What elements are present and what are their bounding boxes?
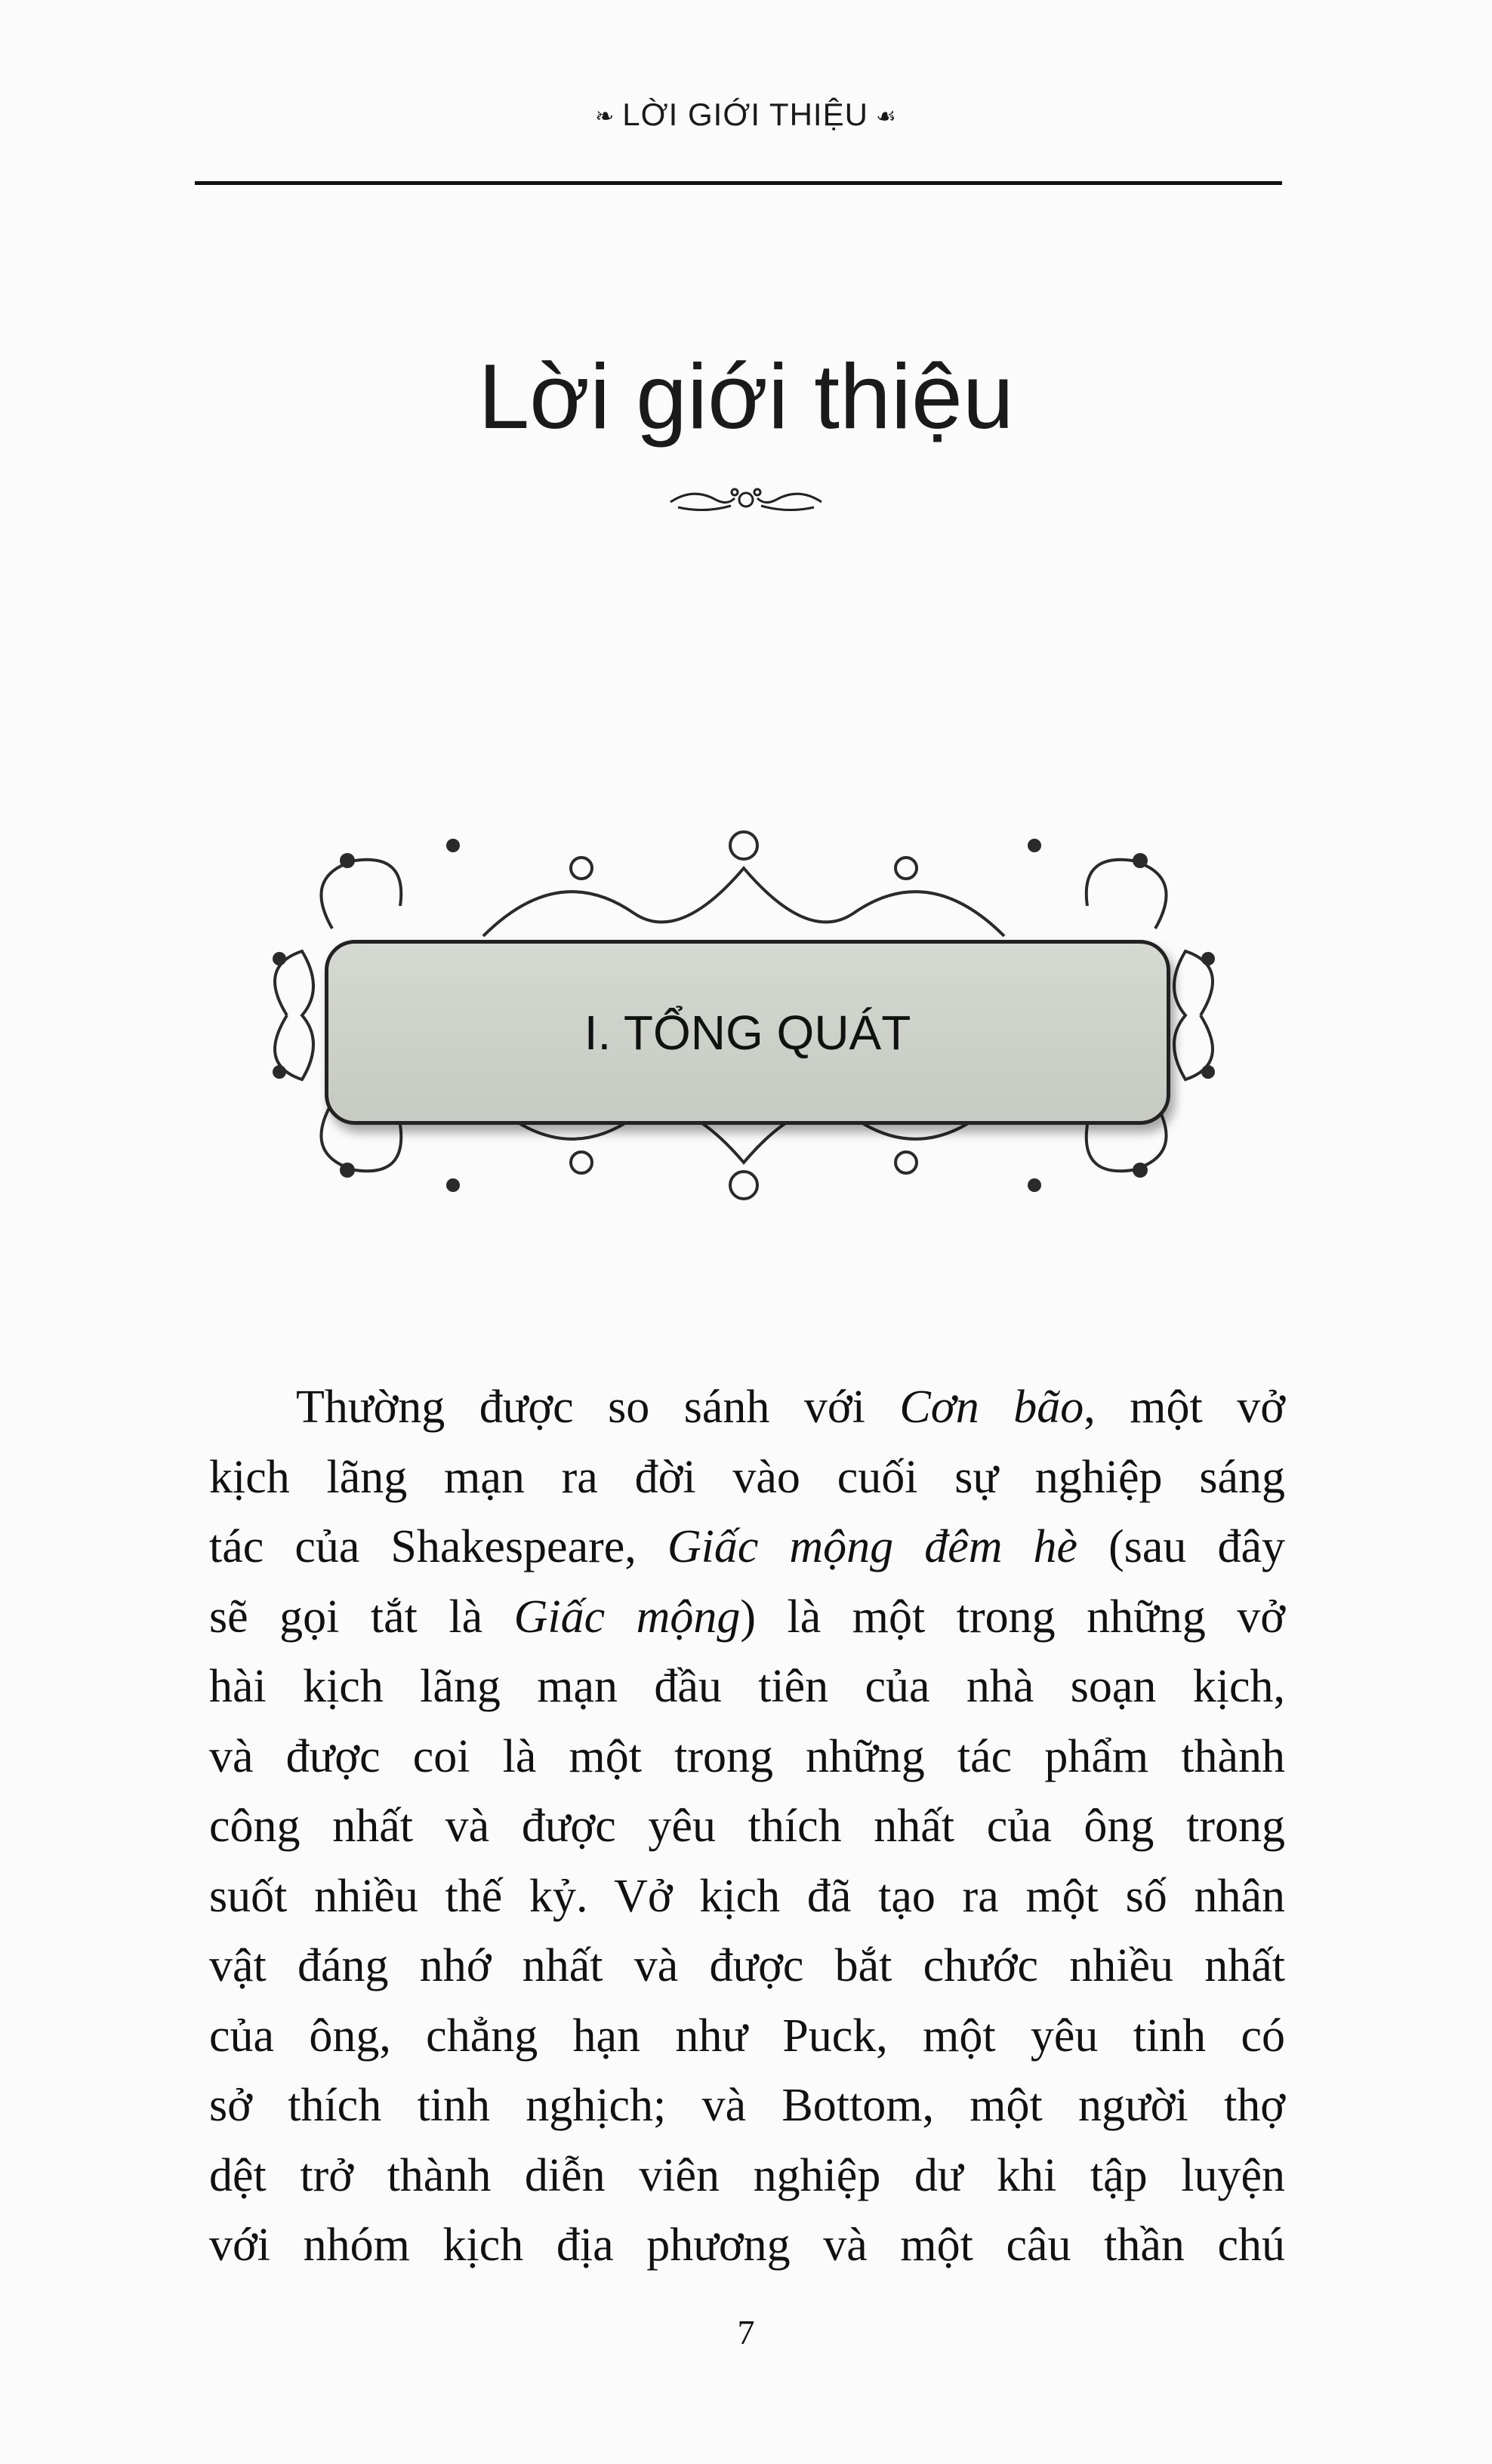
body-line: với nhóm kịch địa phương và một câu thần chú xyxy=(209,2219,1285,2271)
body-line: dệt trở thành diễn viên nghiệp dư khi tập luyện xyxy=(209,2149,1285,2201)
title-ornament-icon xyxy=(663,476,829,521)
body-line: kịch lãng mạn ra đời vào cuối sự nghiệp sáng xyxy=(209,1451,1285,1503)
chapter-title: Lời giới thiệu xyxy=(478,345,1014,448)
body-line: Thường được so sánh với Cơn bão, một vở xyxy=(296,1381,1285,1433)
section-heading-box xyxy=(325,940,1170,1125)
flourish-left-icon: ❧ xyxy=(595,104,615,130)
section-title: I. TỔNG QUÁT xyxy=(584,1005,911,1060)
body-line: suốt nhiều thế kỷ. Vở kịch đã tạo ra một số nhân xyxy=(209,1870,1285,1922)
body-line: tác của Shakespeare, Giấc mộng đêm hè (sau đây xyxy=(209,1521,1285,1572)
header-rule xyxy=(195,181,1282,185)
running-title: LỜI GIỚI THIỆU xyxy=(622,97,868,132)
page-number: 7 xyxy=(737,2313,755,2352)
body-line: vật đáng nhớ nhất và được bắt chước nhiều nhất xyxy=(209,1940,1285,1991)
running-header xyxy=(0,97,1492,133)
body-line: sẽ gọi tắt là Giấc mộng) là một trong những vở xyxy=(209,1591,1285,1643)
body-line: hài kịch lãng mạn đầu tiên của nhà soạn kịch, xyxy=(209,1661,1285,1712)
body-line: của ông, chẳng hạn như Puck, một yêu tinh có xyxy=(209,2010,1285,2062)
flourish-right-icon: ☙ xyxy=(875,104,897,130)
body-line: sở thích tinh nghịch; và Bottom, một người thợ xyxy=(209,2080,1285,2131)
body-text xyxy=(209,1372,1285,2281)
body-line: và được coi là một trong những tác phẩm thành xyxy=(209,1730,1285,1782)
body-line: công nhất và được yêu thích nhất của ông trong xyxy=(209,1800,1285,1852)
